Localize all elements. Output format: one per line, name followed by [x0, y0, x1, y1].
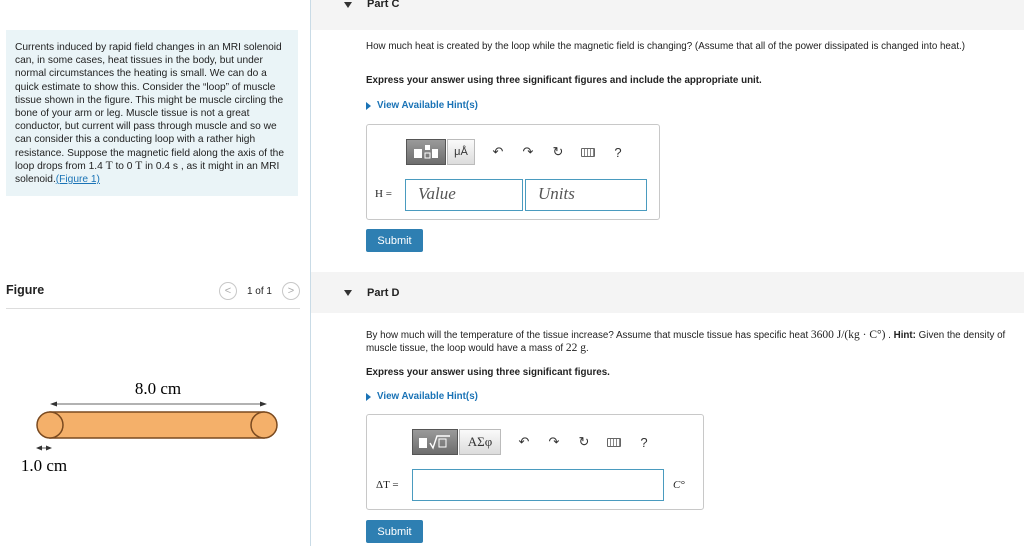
part-c-instruction: Express your answer using three significant figures and include the appropriate unit. — [366, 75, 762, 86]
left-panel — [0, 0, 311, 546]
part-c-hint-label: View Available Hint(s) — [377, 100, 478, 111]
caret-right-icon — [366, 102, 371, 110]
figure-link[interactable]: (Figure 1) — [55, 174, 100, 186]
part-c-title: Part C — [367, 0, 400, 10]
caret-right-icon — [366, 393, 371, 401]
templates-radical-icon — [418, 434, 452, 450]
figure-header — [6, 282, 300, 309]
part-d-question — [366, 329, 1018, 355]
answer-input[interactable] — [412, 469, 664, 501]
redo-icon[interactable]: ↷ — [548, 434, 560, 449]
value-input[interactable]: Value — [405, 179, 523, 211]
part-d-unit-label: C° — [673, 479, 685, 491]
figure-title: Figure — [6, 283, 45, 297]
redo-icon[interactable]: ↷ — [522, 144, 534, 159]
keyboard-icon[interactable] — [599, 438, 629, 447]
figure-pager — [219, 282, 300, 300]
part-d-question-text: . — [885, 330, 894, 341]
diameter-label: 8.0 cm — [134, 379, 182, 398]
thickness-arrow — [36, 446, 52, 451]
part-d-variable-label: ΔT = — [376, 479, 399, 491]
unit-tesla: T — [135, 159, 143, 172]
part-d-instruction: Express your answer using three significant figures. — [366, 367, 610, 378]
part-c-hint-toggle[interactable] — [366, 100, 478, 111]
thickness-label: 1.0 cm — [20, 456, 68, 475]
mass-value: 22 g — [565, 342, 586, 354]
part-c-variable-label: H = — [375, 188, 392, 200]
help-button[interactable]: ? — [640, 434, 648, 450]
part-d-header[interactable] — [311, 272, 1024, 313]
problem-text-3: in 0.4 s , as it might in an MRI solenoid. — [15, 160, 280, 186]
next-figure-button[interactable]: > — [282, 282, 300, 300]
part-d-hint-toggle[interactable] — [366, 391, 478, 402]
undo-icon[interactable]: ↶ — [518, 434, 530, 449]
part-d-question-text: Given the density of muscle tissue, the loop would have a mass of — [366, 330, 1006, 354]
part-c-toolbar — [406, 139, 633, 165]
part-c-answer-box — [366, 124, 660, 220]
part-d-toolbar — [412, 429, 659, 455]
part-d-question-text: By how much will the temperature of the tissue increase? Assume that muscle tissue has specific heat — [366, 330, 811, 341]
part-d-title: Part D — [367, 287, 400, 299]
templates-button[interactable] — [412, 429, 458, 455]
collapse-caret-icon — [344, 2, 352, 8]
unit-tesla: T — [105, 159, 113, 172]
help-button[interactable]: ? — [614, 144, 622, 160]
keyboard-icon[interactable] — [573, 148, 603, 157]
part-d-hint-label: View Available Hint(s) — [377, 391, 478, 402]
templates-icon — [413, 144, 439, 160]
part-d-answer-box — [366, 414, 704, 510]
undo-icon[interactable]: ↶ — [492, 144, 504, 159]
right-panel — [311, 0, 1024, 546]
templates-button[interactable] — [406, 139, 446, 165]
diameter-arrow — [50, 402, 267, 407]
problem-text-2: to 0 — [112, 160, 136, 172]
hint-word: Hint: — [893, 330, 916, 341]
loop-figure — [10, 370, 300, 480]
specific-heat-value: 3600 J/(kg · C°) — [810, 329, 886, 341]
part-d-submit-button[interactable]: Submit — [366, 520, 423, 543]
part-c-submit-button[interactable]: Submit — [366, 229, 423, 252]
prev-figure-button[interactable]: < — [219, 282, 237, 300]
units-button[interactable]: μÅ — [447, 139, 475, 165]
part-c-header[interactable] — [311, 0, 1024, 30]
reset-icon[interactable]: ↻ — [578, 434, 590, 449]
muscle-loop — [37, 412, 277, 438]
problem-text-1: Currents induced by rapid field changes in an MRI solenoid can, in some cases, heat tissues in the body, but under normal circumstances the heating is small. We can do a quick estimate to show this. Consider the “loop” of muscle tissue shown in the figure. This might be muscle circling the bone of your arm or leg. Muscle tissue is not a great conductor, but current will pass through muscle and so we can consider this a conducting loop with a rather high resistance. Suppose the magnetic field along the axis of the loop drops from 1.4 — [15, 42, 285, 172]
part-d-question-text: . — [585, 343, 589, 354]
pager-label: 1 of 1 — [246, 285, 272, 297]
part-c-question: How much heat is created by the loop while the magnetic field is changing? (Assume that all of the power dissipated is changed into heat.) — [366, 41, 966, 52]
units-input[interactable]: Units — [525, 179, 647, 211]
collapse-caret-icon — [344, 290, 352, 296]
reset-icon[interactable]: ↻ — [552, 144, 564, 159]
problem-statement — [6, 30, 298, 196]
greek-symbols-button[interactable]: ΑΣφ — [459, 429, 501, 455]
